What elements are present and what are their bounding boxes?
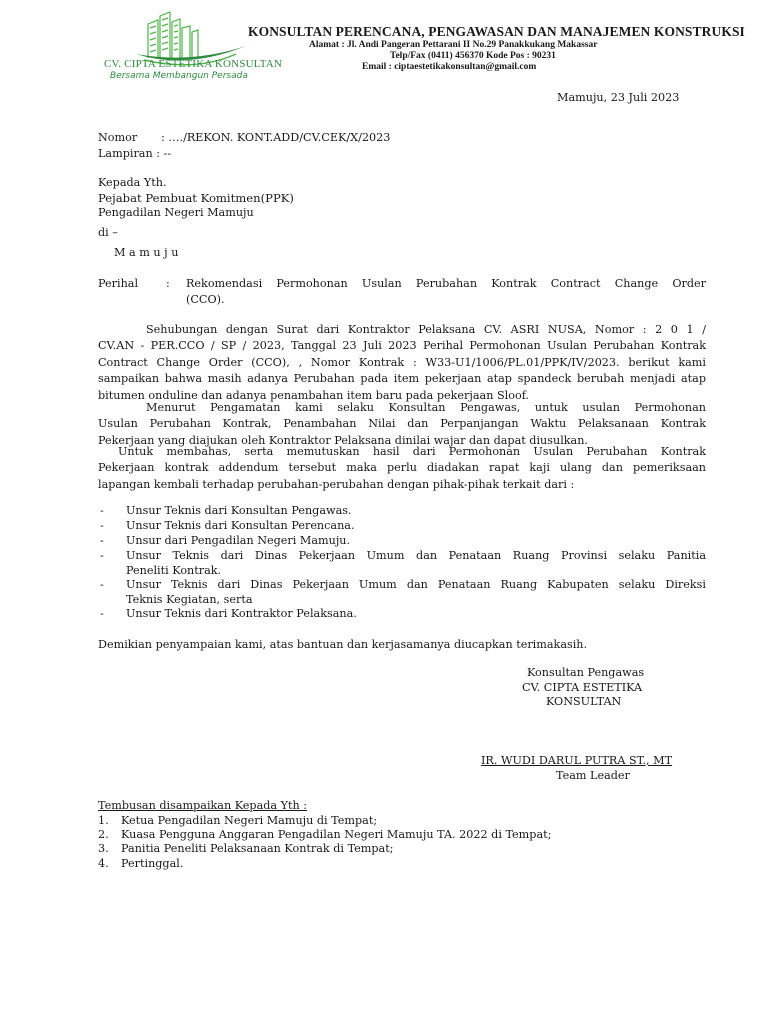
paragraph-3-line: Untuk membahas, serta memutuskan hasil dari Permohonan Usulan Perubahan Kontrak <box>118 445 706 458</box>
signatory-title: Team Leader <box>556 769 630 782</box>
letterhead-email: Email : ciptaestetikakonsultan@gmail.com <box>362 62 537 72</box>
bullet-item: Unsur dari Pengadilan Negeri Mamuju. <box>126 534 351 547</box>
bullet-marker: - <box>100 504 104 517</box>
cc-heading: Tembusan disampaikan Kepada Yth : <box>98 799 308 812</box>
letterhead-phone: Telp/Fax (0411) 456370 Kode Pos : 90231 <box>390 51 556 61</box>
signature-company: CV. CIPTA ESTETIKA <box>522 681 643 694</box>
cc-item-text: Kuasa Pengguna Anggaran Pengadilan Negeri Mamuju TA. 2022 di Tempat; <box>121 828 552 841</box>
cc-item-number: 1. <box>98 814 109 827</box>
paragraph-2-line: Menurut Pengamatan kami selaku Konsultan Pengawas, untuk usulan Permohonan <box>146 401 706 414</box>
nomor-label: Nomor <box>98 131 138 144</box>
perihal-label: Perihal <box>98 277 139 290</box>
bullet-item-continued: Peneliti Kontrak. <box>126 564 222 577</box>
recipient-city: M a m u j u <box>114 246 179 259</box>
recipient-institution: Pengadilan Negeri Mamuju <box>98 206 254 219</box>
perihal-line-2: (CCO). <box>186 293 225 307</box>
recipient-di: di – <box>98 226 118 239</box>
paragraph-1-line: CV.AN - PER.CCO / SP / 2023, Tanggal 23 Juli 2023 Perihal Permohonan Usulan Perubahan Kontrak <box>98 339 706 353</box>
signature-company-line-2: KONSULTAN <box>546 695 622 708</box>
paragraph-1-line: Sehubungan dengan Surat dari Kontraktor Pelaksana CV. ASRI NUSA, Nomor : 2 0 1 / <box>146 323 706 336</box>
letterhead-address: Alamat : Jl. Andi Pangeran Pettarani II No.29 Panakkukang Makassar <box>309 40 598 50</box>
cc-item-number: 3. <box>98 842 109 855</box>
cc-item-text: Ketua Pengadilan Negeri Mamuju di Tempat; <box>121 814 378 827</box>
bullet-marker: - <box>100 578 104 591</box>
paragraph-3 <box>98 444 706 493</box>
cc-item-text: Panitia Peneliti Pelaksanaan Kontrak di Tempat; <box>121 842 394 855</box>
bullet-marker: - <box>100 607 104 620</box>
paragraph-1-line: bitumen onduline dan adanya penambahan item baru pada pekerjaan Sloof. <box>98 388 529 402</box>
bullet-item: Unsur Teknis dari Dinas Pekerjaan Umum dan Penataan Ruang Provinsi selaku Panitia <box>126 549 706 562</box>
bullet-marker: - <box>100 549 104 562</box>
signature-role: Konsultan Pengawas <box>527 666 645 679</box>
signatory-name: IR. WUDI DARUL PUTRA ST., MT <box>481 754 673 767</box>
letter-date: Mamuju, 23 Juli 2023 <box>557 91 680 104</box>
cc-item-text: Pertinggal. <box>121 857 184 870</box>
nomor-value: : …./REKON. KONT.ADD/CV.CEK/X/2023 <box>161 131 391 144</box>
bullet-marker: - <box>100 534 104 547</box>
paragraph-1-line: Contract Change Order (CCO), , Nomor Kontrak : W33-U1/1006/PL.01/PPK/IV/2023. berikut kami <box>98 355 706 369</box>
paragraph-1 <box>98 322 706 404</box>
bullet-marker: - <box>100 519 104 532</box>
cc-item-number: 2. <box>98 828 109 841</box>
recipient-title: Pejabat Pembuat Komitmen(PPK) <box>98 191 294 205</box>
perihal-colon: : <box>166 277 170 290</box>
paragraph-1-line: sampaikan bahwa masih adanya Perubahan pada item pekerjaan atap spandeck berubah menjadi atap <box>98 372 706 386</box>
letterhead-title: KONSULTAN PERENCANA, PENGAWASAN DAN MANAJEMEN KONSTRUKSI <box>248 24 745 39</box>
paragraph-2-line: Pekerjaan yang diajukan oleh Kontraktor Pelaksana dinilai wajar dan dapat diusulkan. <box>98 433 588 447</box>
bullet-item-continued: Teknis Kegiatan, serta <box>126 593 253 606</box>
bullet-item: Unsur Teknis dari Konsultan Perencana. <box>126 519 355 532</box>
paragraph-2-line: Usulan Perubahan Kontrak, Penambahan Nilai dan Perpanjangan Waktu Pelaksanaan Kontrak <box>98 417 706 431</box>
bullet-item: Unsur Teknis dari Konsultan Pengawas. <box>126 504 352 517</box>
perihal-line-1: Rekomendasi Permohonan Usulan Perubahan Kontrak Contract Change Order <box>186 277 706 290</box>
paragraph-3-line: lapangan kembali terhadap perubahan-perubahan dengan pihak-pihak terkait dari : <box>98 477 575 491</box>
recipient-greeting: Kepada Yth. <box>98 176 167 189</box>
paragraph-2 <box>98 400 706 449</box>
bullet-item: Unsur Teknis dari Dinas Pekerjaan Umum dan Penataan Ruang Kabupaten selaku Direksi <box>126 578 706 591</box>
bullet-item: Unsur Teknis dari Kontraktor Pelaksana. <box>126 607 357 620</box>
lampiran-line: Lampiran : -- <box>98 147 172 160</box>
cc-item-number: 4. <box>98 857 109 870</box>
perihal-text <box>186 276 706 309</box>
paragraph-3-line: Pekerjaan kontrak addendum tersebut maka perlu diadakan rapat kaji ulang dan pemeriksaan <box>98 461 706 475</box>
company-name: CV. CIPTA ESTETIKA KONSULTAN <box>104 58 283 70</box>
closing-sentence: Demikian penyampaian kami, atas bantuan dan kerjasamanya diucapkan terimakasih. <box>98 638 588 651</box>
company-tagline: Bersama Membangun Persada <box>110 71 248 81</box>
